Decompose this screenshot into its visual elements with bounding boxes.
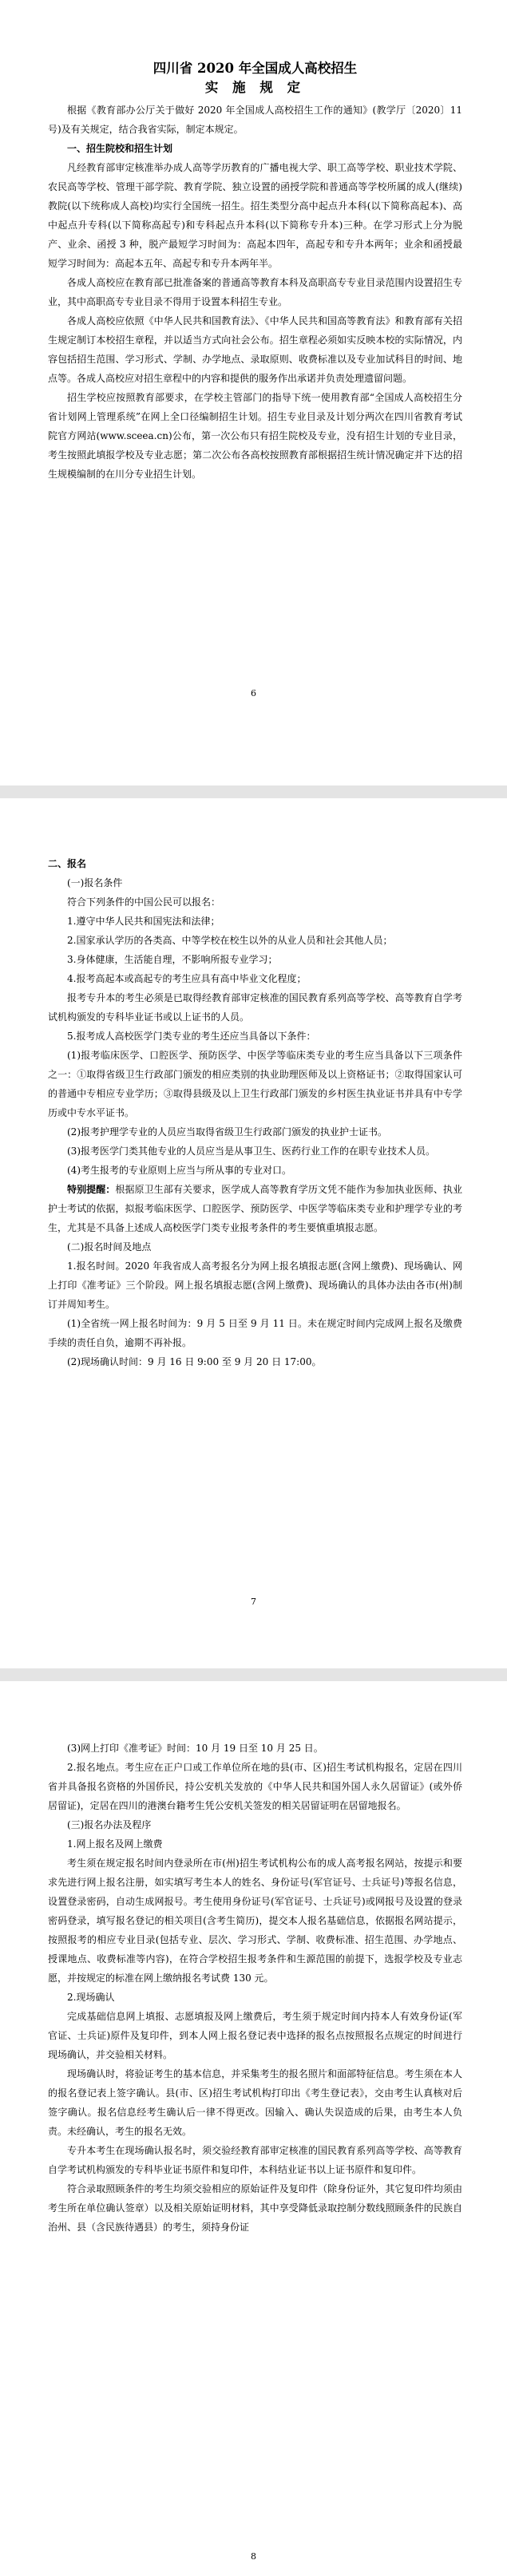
- page-number: 7: [251, 1597, 256, 1607]
- subsection-procedure: (三)报名办法及程序: [67, 1819, 152, 1830]
- page-6-body: [48, 59, 462, 484]
- condition-1: 1.遵守中华人民共和国宪法和法律；: [67, 916, 220, 927]
- condition-5-4: (4)考生报考的专业原则上应当与所从事的专业对口。: [67, 1165, 292, 1176]
- procedure-2-heading: 2.现场确认: [67, 1992, 115, 2003]
- procedure-2-text: 完成基础信息网上填报、志愿填报及网上缴费后，考生须于规定时间内持本人有效身份证(军官证、士兵证)原件及复印件，到本人网上报名登记表中选择的报名点按照报名点规定的时间进行现场确认，并交验相关材料。: [48, 2011, 462, 2060]
- paragraph-plan: 招生学校应按照教育部要求，在学校主管部门的指导下统一使用教育部“全国成人高校招生分省计划网上管理系统”在网上全口径编制招生计划。招生专业目录及计划分两次在四川省教育考试院官方网站(www.sceea.cn)公布，第一次公布只有招生院校及专业，没有招生计划的专业目录，考生按照此填报学校及专业志愿；第二次公布各高校按照教育部根据招生统计情况确定并下达的招生规模编制的在川分专业招生计划。: [48, 392, 462, 480]
- procedure-2-text-3: 专升本考生在现场确认报名时，须交验经教育部审定核准的国民教育系列高等学校、高等教育自学考试机构颁发的专科毕业证书原件和复印件，本科结业证书以上证书原件和复印件。: [48, 2145, 462, 2175]
- procedure-1-text: 考生须在规定报名时间内登录所在市(州)招生考试机构公布的成人高考报名网站，按提示和要求先进行网上报名注册，如实填写考生本人的姓名、身份证号(军官证号、士兵证号)等报名信息，设置登录密码，自动生成网报号。考生使用身份证号(军官证号、士兵证号)或网报号及设置的登录密码登录，填写报名登记的相关项目(含考生简历)，提交本人报名基础信息，依据报名网站提示，按照报考的相应专业目录(包括专业、层次、学习形式、学制、收费标准、招生范围、办学地点、授课地点、收费标准等内容)，在符合学校招生报考条件和生源范围的前提下，选报学校及专业志愿，并按规定的标准在网上缴纳报名考试费 130 元。: [48, 1858, 462, 1984]
- procedure-1-heading: 1.网上报名及网上缴费: [67, 1838, 163, 1850]
- page-separator: [0, 785, 507, 798]
- condition-2: 2.国家承认学历的各类高、中等学校在校生以外的从业人员和社会其他人员；: [67, 935, 393, 946]
- special-reminder: [48, 1180, 462, 1237]
- registration-time-3: (3)网上打印《准考证》时间：10 月 19 日至 10 月 25 日。: [67, 1743, 323, 1754]
- paragraph-enrollment-types: 凡经教育部审定核准举办成人高等学历教育的广播电视大学、职工高等学校、职业技术学院、农民高等学校、管理干部学院、教育学院、独立设置的函授学院和普通高等学校所属的成人(继续)教院(以下统称成人高校)均实行全国统一招生。招生类型分高中起点升本科(以下简称高起本)、高中起点升专科(以下简称高起专)和专科起点升本科(以下简称专升本)三种。在学习形式上分为脱产、业余、函授 3 种，脱产最短学习时间为：高起本四年，高起专和专升本两年；业余和函授最短学习时间为：高起本五年、高起专和专升本两年半。: [48, 162, 462, 269]
- paragraph-majors: 各成人高校应在教育部已批准备案的普通高等教育本科及高职高专专业目录范围内设置招生专业，其中高职高专专业目录不得用于设置本科招生专业。: [48, 277, 462, 307]
- page-8-body: [48, 1739, 462, 2237]
- page-number: 6: [251, 688, 256, 698]
- page-number: 8: [251, 2551, 256, 2562]
- procedure-2-text-2: 现场确认时，将验证考生的基本信息，并采集考生的报名照片和面部特征信息。考生须在本人的报名登记表上签字确认。县(市、区)招生考试机构打印出《考生登记表》，交由考生认真核对后签字确认。报名信息经考生确认后一律不得更改。因输入、确认失误造成的后果，由考生本人负责。未经确认，考生的报名无效。: [48, 2068, 462, 2137]
- condition-5-2: (2)报考护理学专业的人员应当取得省级卫生行政部门颁发的执业护士证书。: [67, 1126, 388, 1138]
- subsection-time-place: (二)报名时间及地点: [67, 1241, 152, 1252]
- document-page-6: [0, 0, 507, 785]
- subsection-conditions: (一)报名条件: [67, 877, 123, 888]
- condition-5-1: (1)报考临床医学、口腔医学、预防医学、中医学等临床类专业的考生应当具备以下三项条件之一：①取得省级卫生行政部门颁发的相应类别的执业助理医师及以上资格证书；②取得国家认可的普通中专相应专业学历；③取得县级及以上卫生行政部门颁发的乡村医生执业证书并具有中专学历或中专水平证书。: [48, 1050, 462, 1118]
- document-subtitle: 实 施 规 定: [204, 80, 306, 95]
- registration-time: 1.报名时间。2020 年我省成人高考报名分为网上报名填报志愿(含网上缴费)、现场确认、网上打印《准考证》三个阶段。网上报名填报志愿(含网上缴费)、现场确认的具体办法由各市(州)制订并周知考生。: [48, 1260, 462, 1310]
- section-1-heading: 一、招生院校和招生计划: [67, 143, 173, 154]
- paragraph-charter: 各成人高校应依照《中华人民共和国教育法》、《中华人民共和国高等教育法》和教育部有关招生规定制订本校招生章程，并以适当方式向社会公布。招生章程必须如实反映本校的实际情况，内容包括招生范围、学习形式、学制、办学地点、录取原则、收费标准以及专业加试科目的时间、地点等。各成人高校应对招生章程中的内容和提供的服务作出承诺并负责处理遗留问题。: [48, 315, 462, 384]
- condition-4: 4.报考高起本或高起专的考生应具有高中毕业文化程度；: [67, 973, 307, 984]
- intro-paragraph: 根据《教育部办公厅关于做好 2020 年全国成人高校招生工作的通知》(教学厅〔2020〕11 号)及有关规定，结合我省实际，制定本规定。: [48, 105, 462, 135]
- conditions-intro: 符合下列条件的中国公民可以报名：: [67, 896, 221, 908]
- section-2-heading: 二、报名: [48, 858, 87, 869]
- registration-place: 2.报名地点。考生应在正户口或工作单位所在地的县(市、区)招生考试机构报名，定居在四川省并具备报名资格的外国侨民，持公安机关发放的《中华人民共和国外国人永久居留证》(或外侨居留证)，定居在四川的港澳台籍考生凭公安机关签发的相关居留证明在居留地报名。: [48, 1762, 462, 1811]
- registration-time-2: (2)现场确认时间：9 月 16 日 9:00 至 9 月 20 日 17:00。: [67, 1356, 322, 1367]
- special-reminder-label: 特别提醒：: [67, 1184, 116, 1195]
- page-separator: [0, 1668, 507, 1681]
- page-7-body: [48, 854, 462, 1371]
- document-page-8: [0, 1681, 507, 2576]
- procedure-2-text-4: 符合录取照顾条件的考生均须交验相应的原始证件及复印件（除身份证外，其它复印件均须由考生所在单位确认签章）以及相关原始证明材料，其中享受降低录取控制分数线照顾条件的民族自治州、县（含民族待遇县）的考生，须持身份证: [48, 2183, 462, 2233]
- condition-5-3: (3)报考医学门类其他专业的人员应当是从事卫生、医药行业工作的在职专业技术人员。: [67, 1146, 436, 1157]
- condition-5: 5.报考成人高校医学门类专业的考生还应当具备以下条件：: [67, 1031, 316, 1042]
- registration-time-1: (1)全省统一网上报名时间为：9 月 5 日至 9 月 11 日。未在规定时间内完成网上报名及缴费手续的责任自负，逾期不再补报。: [48, 1318, 462, 1348]
- document-title: 四川省 2020 年全国成人高校招生: [152, 61, 358, 76]
- condition-4b: 报考专升本的考生必须是已取得经教育部审定核准的国民教育系列高等学校、高等教育自学考试机构颁发的专科毕业证书或以上证书的人员。: [48, 992, 462, 1023]
- condition-3: 3.身体健康，生活能自理，不影响所报专业学习；: [67, 954, 278, 965]
- document-page-7: [0, 798, 507, 1668]
- special-reminder-text: 根据原卫生部有关要求，医学成人高等教育学历文凭不能作为参加执业医师、执业护士考试的依据，拟报考临床医学、口腔医学、预防医学、中医学等临床类专业和护理学专业的考生，尤其是不具备上述成人高校医学门类专业报考条件的考生要慎重填报志愿。: [48, 1184, 462, 1233]
